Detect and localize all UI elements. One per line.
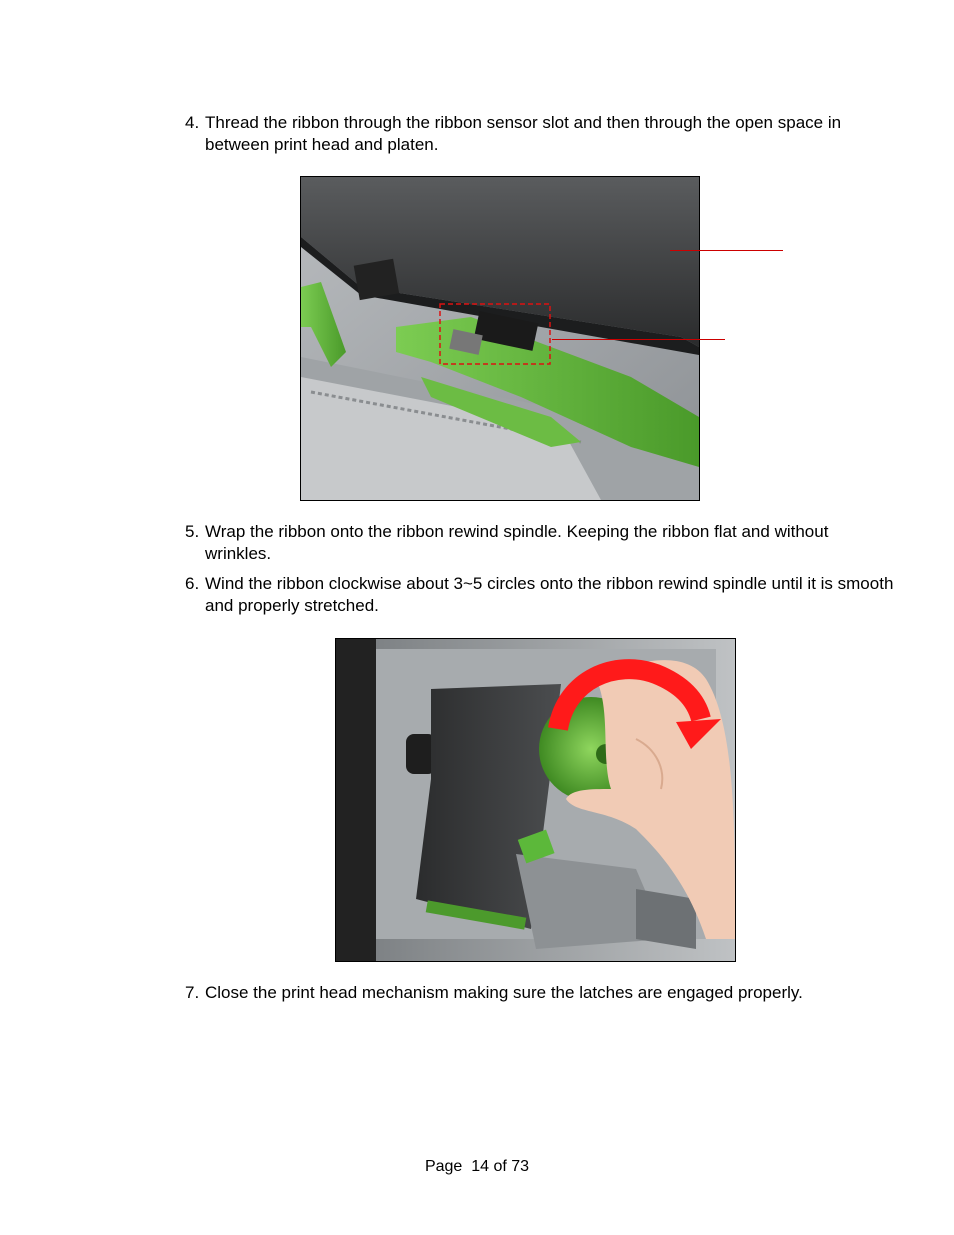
step-4 xyxy=(185,112,895,156)
step-number: 4. xyxy=(185,113,200,132)
step-text: Close the print head mechanism making sure the latches are engaged properly. xyxy=(205,983,803,1002)
step-7 xyxy=(185,982,895,1004)
rewind-spindle-illustration xyxy=(336,639,735,961)
step-5 xyxy=(185,521,895,565)
step-text: Wrap the ribbon onto the ribbon rewind spindle. Keeping the ribbon flat and without wrinkles. xyxy=(205,522,829,563)
ribbon-callout-line xyxy=(670,250,783,251)
step-number: 5. xyxy=(185,522,200,541)
step-number: 7. xyxy=(185,983,200,1002)
rewind-spindle-photo xyxy=(335,638,736,962)
step-6 xyxy=(185,573,895,617)
step-text: Thread the ribbon through the ribbon sensor slot and then through the open space in between print head and platen. xyxy=(205,113,842,154)
step-text: Wind the ribbon clockwise about 3~5 circles onto the ribbon rewind spindle until it is smooth and properly stretched. xyxy=(205,574,894,615)
step-number: 6. xyxy=(185,574,200,593)
sensor-callout-line xyxy=(552,339,725,340)
page-footer: Page 14 of 73 xyxy=(424,1158,530,1175)
